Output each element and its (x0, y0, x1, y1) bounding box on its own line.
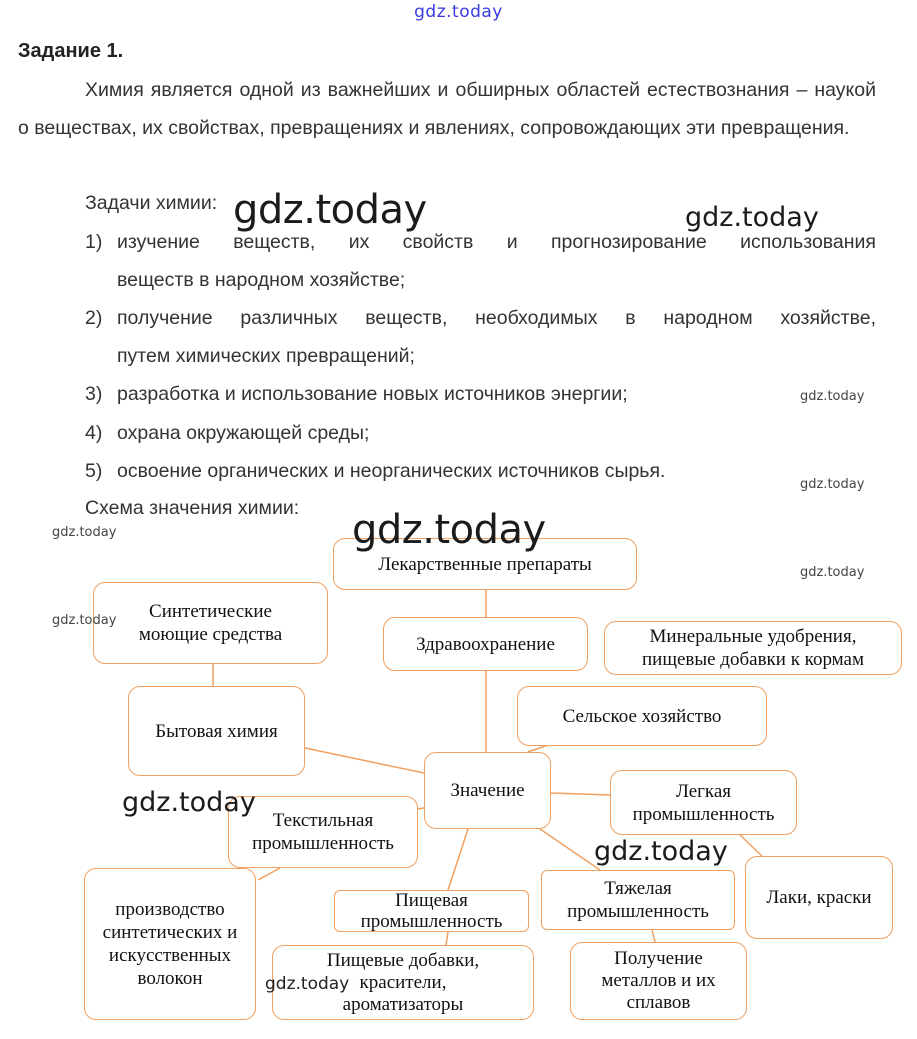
watermark-text: gdz.today (122, 787, 256, 818)
node-metals: Получение металлов и их сплавов (570, 942, 747, 1020)
connector-food-additives (446, 932, 448, 945)
connector-center-food (448, 829, 468, 890)
node-textile: Текстильная промышленность (228, 796, 418, 868)
node-paints: Лаки, краски (745, 856, 893, 939)
task-number: 3) (85, 383, 103, 405)
watermark-text: gdz.today (800, 477, 865, 492)
tasks-title: Задачи химии: (85, 192, 218, 214)
watermark-text: gdz.today (265, 974, 350, 994)
page-title: Задание 1. (18, 40, 124, 62)
node-household: Бытовая химия (128, 686, 305, 776)
watermark-text: gdz.today (685, 202, 819, 233)
task-number: 2) (85, 307, 103, 329)
node-center: Значение (424, 752, 551, 829)
connector-center-heavy (540, 829, 600, 870)
task-text: освоение органических и неорганических источников сырья. (117, 460, 666, 482)
connector-household-center (305, 748, 424, 773)
watermark-text: gdz.today (52, 613, 117, 628)
node-fibers: производство синтетических и искусственных волокон (84, 868, 256, 1020)
node-heavy-industry: Тяжелая промышленность (541, 870, 735, 930)
task-number: 1) (85, 231, 103, 253)
connector-heavy-metals (652, 930, 655, 942)
intro-paragraph: Химия является одной из важнейших и обширных областей естествознания – наукой о веществах, их свойствах, превращениях и явлениях, сопровождающих эти превращения. (18, 79, 876, 139)
watermark-text: gdz.today (52, 525, 117, 540)
task-text-cont: путем химических превращений; (117, 345, 415, 367)
task-number: 4) (85, 422, 103, 444)
node-light-industry: Легкая промышленность (610, 770, 797, 835)
scheme-title: Схема значения химии: (85, 497, 300, 519)
task-text: охрана окружающей среды; (117, 422, 370, 444)
site-link[interactable]: gdz.today (414, 2, 503, 22)
node-agriculture: Сельское хозяйство (517, 686, 767, 746)
task-text: получение различных веществ, необходимых в народном хозяйстве, (117, 307, 876, 329)
node-food-additives: Пищевые добавки, красители, ароматизаторы (272, 945, 534, 1020)
connector-light-paints (740, 835, 762, 856)
watermark-text: gdz.today (800, 565, 865, 580)
connector-center-light (551, 793, 610, 795)
node-fertilizers: Минеральные удобрения, пищевые добавки к кормам (604, 621, 902, 675)
node-healthcare: Здравоохранение (383, 617, 588, 671)
task-text-cont: веществ в народном хозяйстве; (117, 269, 406, 291)
task-text: разработка и использование новых источников энергии; (117, 383, 628, 405)
watermark-text: gdz.today (594, 836, 728, 867)
connector-center-agriculture (528, 745, 548, 752)
task-text: изучение веществ, их свойств и прогнозирование использования (117, 231, 876, 253)
task-number: 5) (85, 460, 103, 482)
connector-textile-fibers (258, 868, 280, 880)
watermark-text: gdz.today (800, 389, 865, 404)
watermark-text: gdz.today (352, 507, 546, 553)
node-medicines: Лекарственные препараты (333, 538, 637, 590)
watermark-text: gdz.today (233, 187, 427, 233)
node-food-industry: Пищевая промышленность (334, 890, 529, 932)
node-detergents: Синтетические моющие средства (93, 582, 328, 664)
